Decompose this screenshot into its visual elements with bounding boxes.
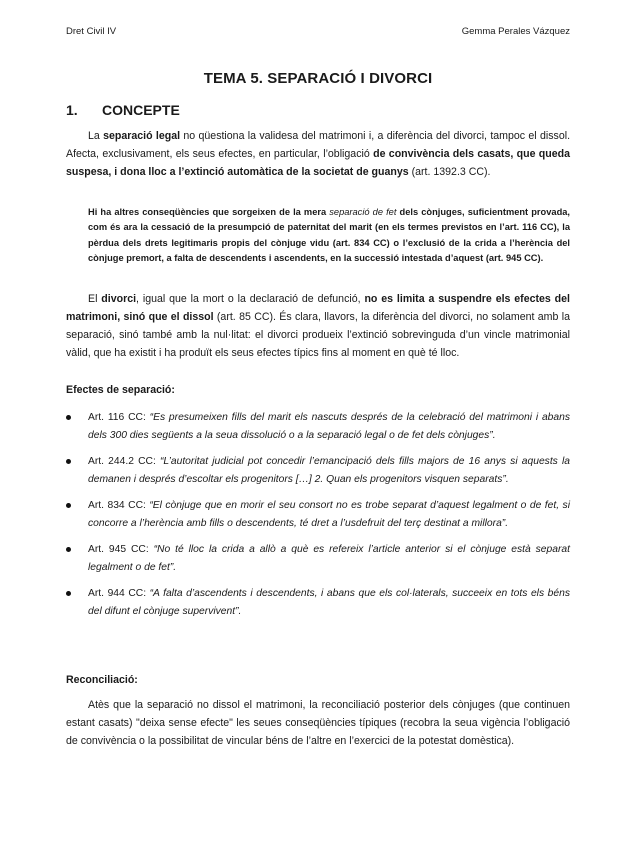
text-run: (art. 1392.3 CC). <box>408 166 491 178</box>
bullet-icon <box>66 459 71 464</box>
text-run: dels cònjuges, suficientment provada, com és ara la cessació de la presumpció de paternitat del marit (en els termes previstos en l’art. 116 CC), la pèrdua dels drets legitimaris propis del cònjuge vidu (art. 834 CC) o l’exclusió de la crida a l’herència del cònjuge premort, a falta de descendents i ascendents, en la successió intestada d’aquest (art. 945 CC). <box>88 207 570 263</box>
article-quote: “L’autoritat judicial pot concedir l’emancipació dels fills majors de 16 anys si aquests la demanen i després d’escoltar els progenitors […] 2. Quan els progenitors visquen separats”. <box>88 456 570 485</box>
bullet-icon <box>66 547 71 552</box>
article-quote: “Es presumeixen fills del marit els nascuts després de la celebració del matrimoni i abans dels 300 dies següents a la seua dissolució o a la separació legal o de fet dels cònjuges”. <box>88 412 570 441</box>
section-label: CONCEPTE <box>102 102 180 118</box>
effects-list <box>66 409 570 621</box>
text-run: El <box>88 293 102 305</box>
text-run: no qüestiona la validesa del matrimoni i, a diferència del divorci, tampoc el dissol. Afecta, exclusivament, els seus efectes, en particular, l’obligació <box>66 130 571 160</box>
article-ref: Art. 945 CC: <box>88 544 154 555</box>
bullet-icon <box>66 415 71 420</box>
article-ref: Art. 244.2 CC: <box>88 456 160 467</box>
text-run: La <box>88 130 104 142</box>
list-item <box>66 541 570 577</box>
text-run: Hi ha altres conseqüències que sorgeixen de la mera <box>88 207 330 217</box>
paragraph-reconciliation <box>66 696 570 750</box>
article-quote: “No té lloc la crida a allò a què es refereix l’article anterior si el cònjuge està separat legalment o de fet”. <box>88 544 570 573</box>
article-quote: “El cònjuge que en morir el seu consort no es trobe separat d’aquest legalment o de fet, si concorre a l’herència amb fills o descendents, té dret a l’usdefruit del terç destinat a millora”. <box>88 500 570 529</box>
section-heading <box>66 102 180 118</box>
section-number: 1. <box>66 102 78 118</box>
paragraph-de-facto-separation <box>66 205 570 266</box>
text-run-bold: separació legal <box>103 130 181 142</box>
text-run-bold: divorci <box>101 293 137 305</box>
text-run-bold: de convivència dels casats, que queda suspesa, i dona lloc a l’extinció automàtica de la societat de guanys <box>66 148 571 178</box>
article-quote: “A falta d’ascendents i descendents, i abans que els col·laterals, succeeix en tots els béns del difunt el cònjuge supervivent”. <box>88 588 571 617</box>
paragraph-divorce <box>66 290 570 362</box>
text-run-italic: separació de fet <box>329 207 397 217</box>
text-run: (art. 85 CC). És clara, llavors, la diferència del divorci, no solament amb la separació, sinó també amb la nul·litat: el divorci produeix l’extinció sobrevinguda d’un vincle matrimonial vàlid, que ha existit i ha produït els seus efectes típics fins al moment en què té lloc. <box>66 311 570 359</box>
paragraph-separation <box>66 127 570 181</box>
bullet-icon <box>66 503 71 508</box>
article-ref: Art. 944 CC: <box>88 588 150 599</box>
text-run-bold: no es limita a suspendre els efectes del matrimoni, sinó que el dissol <box>66 293 570 323</box>
list-item <box>66 453 570 489</box>
article-ref: Art. 834 CC: <box>88 500 150 511</box>
list-item <box>66 409 570 445</box>
reconciliation-heading: Reconciliació: <box>66 674 138 686</box>
article-ref: Art. 116 CC: <box>88 412 150 423</box>
header-course: Dret Civil IV <box>66 26 117 37</box>
list-item <box>66 497 570 533</box>
document-title: TEMA 5. SEPARACIÓ I DIVORCI <box>203 70 433 87</box>
header-author: Gemma Perales Vázquez <box>461 26 570 37</box>
text-run: , igual que la mort o la declaració de defunció, <box>136 293 365 305</box>
bullet-icon <box>66 591 71 596</box>
reconciliation-text: Atès que la separació no dissol el matrimoni, la reconciliació posterior dels cònjuges (que continuen estant casats) "deixa sense efecte" les seues conseqüències típiques (recobra la seua vigència l’obligació de convivència o la possibilitat de vincular béns de l’altre en l’exercici de la potestat domèstica). <box>66 699 570 747</box>
list-item <box>66 585 570 621</box>
effects-heading: Efectes de separació: <box>66 384 175 396</box>
